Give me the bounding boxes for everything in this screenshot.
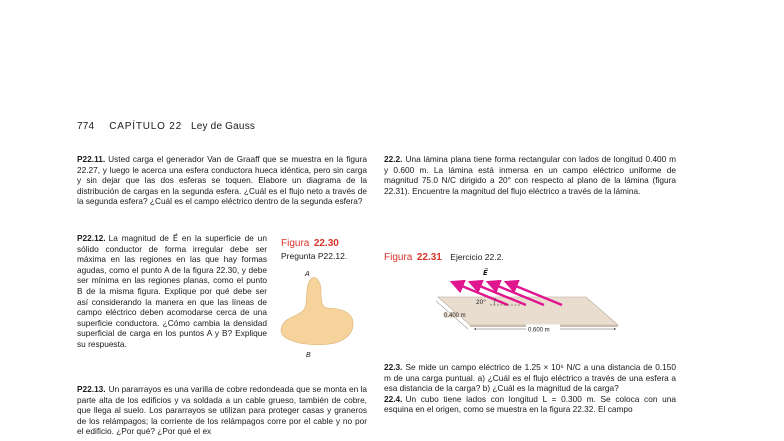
- chapter-label: CAPÍTULO 22: [109, 121, 182, 132]
- dim-label-short: 0.400 m: [444, 313, 466, 319]
- exercise-22-3: [384, 362, 676, 415]
- figure-22-31-plate: [430, 265, 640, 340]
- point-a-label: A: [305, 271, 310, 278]
- exercise-text: Un cubo tiene lados con longitud L = 0.300 m. Se coloca con una esquina en el origen, como se muestra en la figura 22.32. El campo: [384, 393, 676, 415]
- figure-description: Pregunta P22.12.: [281, 251, 348, 261]
- dim-label-long: 0.600 m: [528, 327, 550, 334]
- point-b-label: B: [306, 352, 311, 359]
- conductor-blob: [281, 278, 353, 345]
- exercise-text: Una lámina plana tiene forma rectangular con lados de longitud 0.400 m y 0.600 m. La lámina está inmersa en un campo eléctrico uniforme de magnitud 75.0 N/C dirigido a 20° con respecto al plano de la lámina (figura 22.31). Encuentre la magnitud del flujo eléctrico a través de la lámina.: [384, 154, 676, 196]
- page-header: [77, 121, 255, 132]
- problem-number: P22.13.: [77, 384, 106, 394]
- problem-p22-11: [77, 154, 367, 207]
- figure-label: Figura: [384, 252, 413, 263]
- problem-p22-12: [77, 233, 267, 350]
- chapter-title: Ley de Gauss: [190, 121, 256, 132]
- problem-text: La magnitud de E⃗ en la superficie de un sólido conductor de forma irregular debe ser máxima en las regiones en las que hay formas agudas, como el punto A de la figura 22.30, y debe ser mínima en las regiones planas, como el punto B de la misma figura. Explique por qué debe ser así considerando la manera en que las líneas de campo eléctrico deben acomodarse cerca de una superficie conductora. ¿Cómo cambia la densidad superficial de carga en los puntos A y B? Explique su respuesta.: [77, 233, 267, 349]
- figure-description: Ejercicio 22.2.: [450, 252, 504, 262]
- page-number: 774: [77, 121, 95, 132]
- exercise-text: Se mide un campo eléctrico de 1.25 × 10⁶ N/C a una distancia de 0.150 m de una carga puntual. a) ¿Cuál es el flujo eléctrico a través de una esfera a esa distancia de la carga? b) ¿Cuál es la magnitud de la carga?: [384, 362, 676, 394]
- figure-number: 22.31: [416, 252, 442, 263]
- figure-label: Figura: [281, 238, 310, 249]
- figure-22-30-caption: [281, 236, 347, 262]
- figure-number: 22.30: [313, 238, 339, 249]
- exercise-22-2: [384, 154, 676, 196]
- problem-text: Un pararrayos es una varilla de cobre redondeada que se monta en la parte alta de los edificios y va soldada a un cable grueso, también de cobre, que llega al suelo. Los pararrayos se utilizan para proteger casas y graneros de los relámpagos; la corriente de los relámpagos corre por el cable y no por el edificio. ¿Por qué? ¿Por qué el ex: [77, 384, 367, 437]
- problem-number: P22.11.: [77, 154, 106, 164]
- exercise-number: 22.2.: [384, 154, 403, 164]
- problem-number: P22.12.: [77, 233, 106, 243]
- problem-p22-13: [77, 384, 367, 437]
- exercise-number: 22.4.: [384, 393, 403, 404]
- figure-22-30-conductor: [272, 264, 372, 364]
- problem-text: Usted carga el generador Van de Graaff que se muestra en la figura 22.27, y luego le acerca una esfera conductora hueca idéntica, pero sin carga y sin dejar que las dos esferas se toquen. Elabore un diagrama de la distribución de cargas en la segunda esfera. ¿Cuál es el flujo neto a través de la segunda esfera? ¿Cuál es el campo eléctrico dentro de la segunda esfera?: [77, 154, 367, 207]
- angle-label: 20°: [476, 299, 486, 306]
- exercise-number: 22.3.: [384, 362, 403, 372]
- field-label: E⃗: [483, 270, 488, 277]
- plate-surface: [438, 297, 618, 325]
- figure-22-31-caption: [384, 247, 504, 265]
